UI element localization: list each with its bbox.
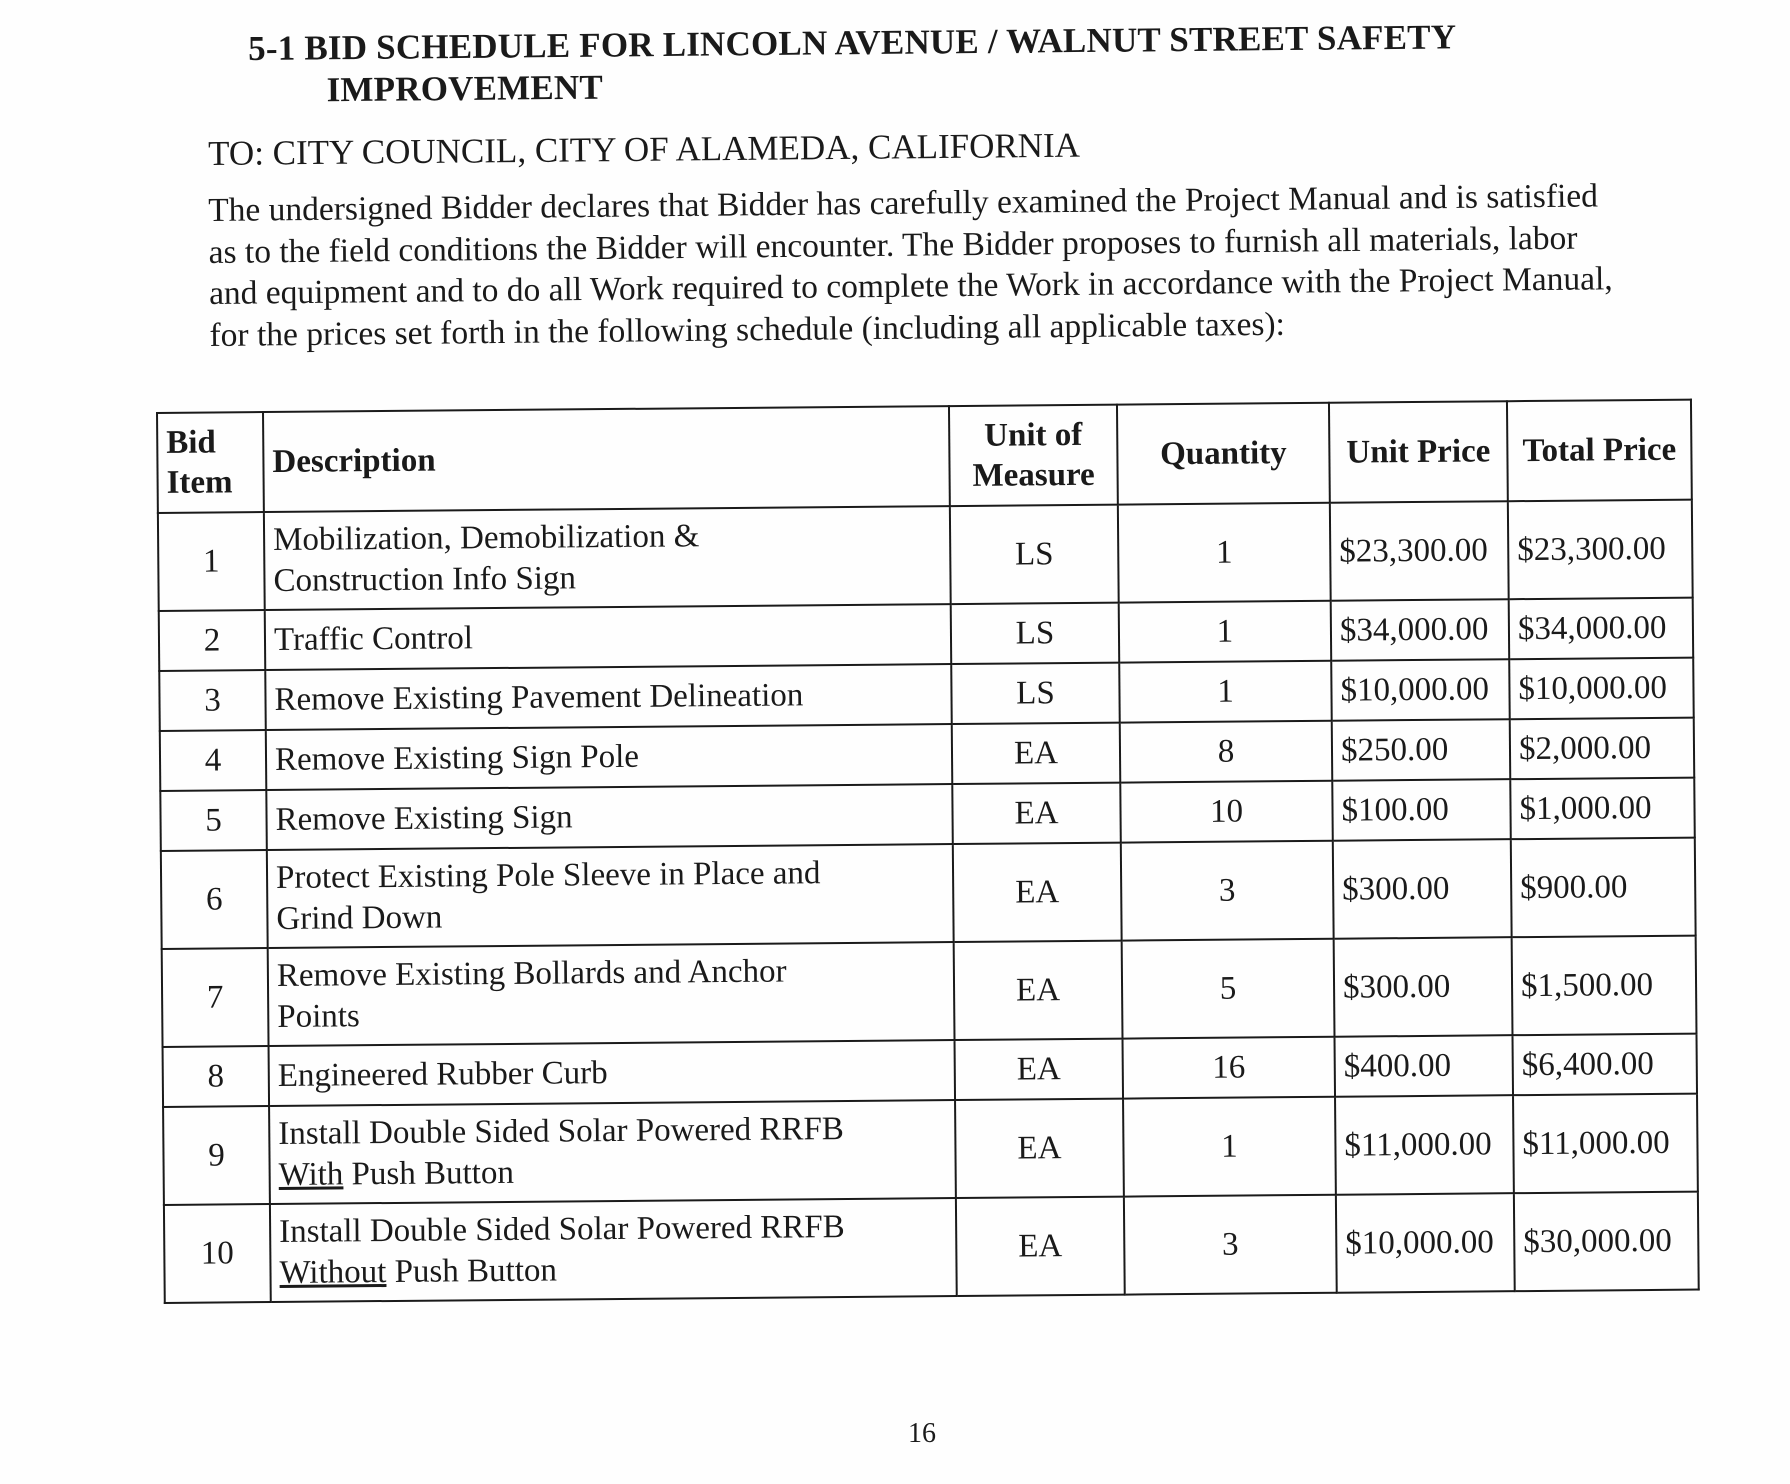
total-price: $30,000.00	[1514, 1192, 1699, 1292]
bid-schedule-table-container	[156, 399, 1698, 1304]
description-line: Remove Existing Bollards and Anchor	[276, 953, 787, 994]
quantity: 1	[1118, 503, 1331, 603]
unit-price: $300.00	[1333, 839, 1512, 939]
description-emphasis: With	[278, 1156, 344, 1193]
item-description	[268, 942, 955, 1046]
item-description: Engineered Rubber Curb	[269, 1040, 955, 1106]
quantity: 3	[1124, 1195, 1337, 1295]
unit-price: $34,000.00	[1331, 599, 1510, 661]
unit-price: $100.00	[1332, 779, 1511, 841]
bid-item-number: 9	[163, 1106, 270, 1205]
bid-item-number: 3	[159, 670, 266, 731]
table-row	[161, 838, 1696, 949]
description-line: Construction Info Sign	[273, 560, 577, 599]
title-line-1: 5-1 BID SCHEDULE FOR LINCOLN AVENUE / WALNUT STREET SAFETY	[248, 17, 1457, 68]
unit-of-measure: EA	[955, 1039, 1124, 1100]
quantity: 8	[1120, 721, 1333, 783]
quantity: 1	[1119, 661, 1332, 723]
bid-item-number: 1	[158, 512, 265, 611]
page-title	[248, 16, 1549, 112]
total-price: $1,000.00	[1510, 778, 1695, 840]
description-line: Install Double Sided Solar Powered RRFB	[278, 1111, 845, 1152]
total-price: $10,000.00	[1509, 658, 1694, 720]
header-bid-item: Bid Item	[157, 412, 264, 513]
bid-item-number: 10	[164, 1204, 271, 1303]
description-line: Mobilization, Demobilization &	[272, 518, 700, 558]
total-price: $34,000.00	[1509, 598, 1694, 660]
description-line: Protect Existing Pole Sleeve in Place and	[275, 855, 821, 896]
header-unit-of-measure: Unit of Measure	[949, 405, 1118, 506]
quantity: 1	[1119, 601, 1332, 663]
unit-of-measure: LS	[950, 505, 1119, 604]
title-line-2: IMPROVEMENT	[326, 67, 604, 110]
quantity: 1	[1123, 1097, 1336, 1197]
unit-price: $250.00	[1332, 719, 1511, 781]
unit-of-measure: EA	[953, 843, 1122, 942]
unit-of-measure: EA	[952, 723, 1121, 784]
unit-price: $300.00	[1334, 937, 1513, 1037]
header-unit-price: Unit Price	[1329, 401, 1508, 503]
unit-price: $10,000.00	[1336, 1193, 1515, 1293]
table-row	[162, 936, 1697, 1047]
quantity: 3	[1121, 841, 1334, 941]
table-header-row	[157, 400, 1692, 513]
table-row	[158, 500, 1693, 611]
description-line: Points	[277, 998, 360, 1035]
addressee-line: TO: CITY COUNCIL, CITY OF ALAMEDA, CALIFORNIA	[208, 125, 1081, 173]
item-description: Traffic Control	[265, 604, 951, 670]
description-line: Install Double Sided Solar Powered RRFB	[279, 1209, 845, 1250]
bid-item-number: 7	[162, 948, 269, 1047]
quantity: 10	[1120, 781, 1333, 843]
intro-paragraph: The undersigned Bidder declares that Bidder has carefully examined the Project Manual and is satisfied as to the field conditions the Bidder will encounter. The Bidder proposes to furnish all materials, labor and equipment and to do all Work required to complete the Work in accordance with the Project Manual, for the prices set forth in the following schedule (including all applicable taxes):	[208, 177, 1613, 354]
unit-of-measure: EA	[955, 1099, 1124, 1198]
description-line: Push Button	[343, 1154, 515, 1193]
description-emphasis: Without	[279, 1254, 387, 1291]
item-description: Remove Existing Sign Pole	[266, 724, 952, 790]
total-price: $900.00	[1511, 838, 1696, 938]
unit-of-measure: LS	[951, 663, 1120, 724]
total-price: $2,000.00	[1510, 718, 1695, 780]
table-row	[164, 1192, 1699, 1303]
item-description: Remove Existing Pavement Delineation	[265, 664, 951, 730]
unit-price: $23,300.00	[1330, 501, 1509, 601]
unit-of-measure: EA	[956, 1197, 1125, 1296]
item-description	[267, 844, 954, 948]
bid-item-number: 6	[161, 850, 268, 949]
total-price: $23,300.00	[1508, 500, 1693, 600]
bid-schedule-table	[156, 399, 1700, 1304]
item-description: Remove Existing Sign	[266, 784, 952, 850]
total-price: $6,400.00	[1512, 1034, 1697, 1096]
header-total-price: Total Price	[1507, 400, 1692, 502]
description-line: Push Button	[386, 1252, 558, 1291]
unit-of-measure: EA	[954, 941, 1123, 1040]
page-number: 16	[908, 1418, 936, 1449]
total-price: $1,500.00	[1512, 936, 1697, 1036]
bid-item-number: 2	[159, 610, 266, 671]
bid-item-number: 4	[160, 730, 267, 791]
table-row	[163, 1094, 1698, 1205]
unit-of-measure: EA	[952, 783, 1121, 844]
quantity: 16	[1123, 1037, 1336, 1099]
item-description	[269, 1100, 956, 1204]
bid-item-number: 8	[163, 1046, 270, 1107]
unit-of-measure: LS	[951, 603, 1120, 664]
item-description	[264, 506, 951, 610]
item-description	[270, 1198, 957, 1302]
header-description: Description	[263, 406, 950, 512]
bid-item-number: 5	[160, 790, 267, 851]
quantity: 5	[1122, 939, 1335, 1039]
description-line: Grind Down	[276, 899, 443, 937]
unit-price: $10,000.00	[1331, 659, 1510, 721]
total-price: $11,000.00	[1513, 1094, 1698, 1194]
unit-price: $11,000.00	[1335, 1095, 1514, 1195]
unit-price: $400.00	[1334, 1035, 1513, 1097]
header-quantity: Quantity	[1117, 403, 1330, 505]
